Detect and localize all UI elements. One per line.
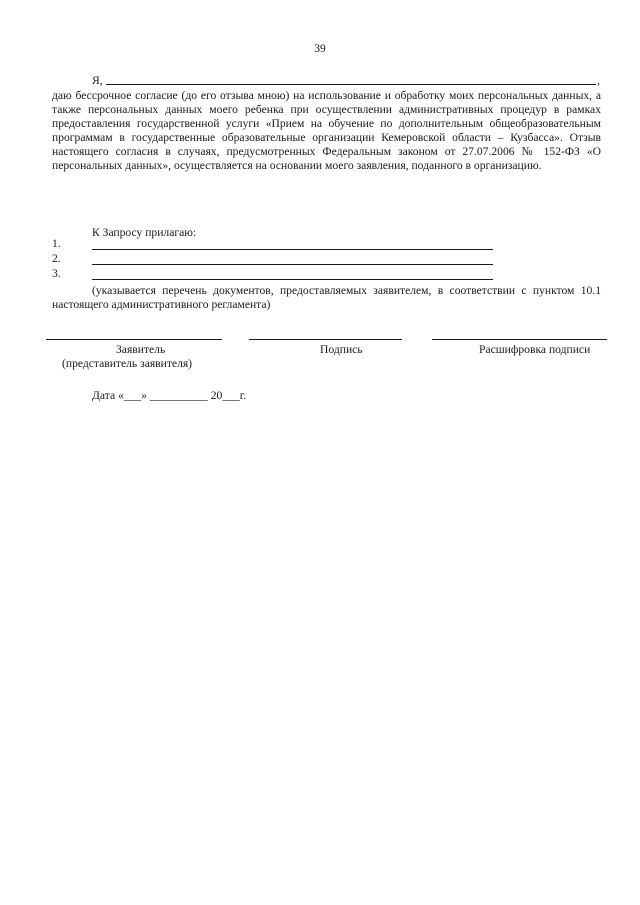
consent-first-line bbox=[92, 74, 600, 88]
consent-body: даю бессрочное согласие (до его отзыва мною) на использование и обработку моих персональных данных, а также персональных данных моего ребенка при осуществлении административных процедур в рамках предоставления государственной услуги «Прием на обучение по дополнительным общеобразовательным программам в государственные образовательные организации Кемеровской области – Кузбасса». Отзыв настоящего согласия в случаях, предусмотренных Федеральным законом от 27.07.2006 № 152-ФЗ «О персональных данных», осуществляется на основании моего заявления, поданного в организацию. bbox=[52, 89, 601, 172]
attachment-item-3 bbox=[52, 267, 493, 281]
attachment-item-1 bbox=[52, 237, 493, 251]
attachments-note: (указывается перечень документов, предоставляемых заявителем, в соответствии с пунктом 10.1 настоящего административного регламента) bbox=[52, 284, 601, 311]
page-number: 39 bbox=[314, 42, 326, 55]
attachment-line bbox=[92, 279, 493, 280]
decoding-signature-line bbox=[432, 339, 607, 340]
applicant-label: Заявитель bbox=[116, 343, 166, 356]
attachment-line bbox=[92, 249, 493, 250]
applicant-signature-line bbox=[46, 339, 222, 340]
consent-trailing-comma: , bbox=[597, 74, 600, 87]
decoding-label: Расшифровка подписи bbox=[479, 343, 591, 356]
consent-name-line bbox=[106, 84, 596, 85]
signature-label: Подпись bbox=[320, 343, 363, 356]
signature-line bbox=[249, 339, 402, 340]
attachment-item-2 bbox=[52, 252, 493, 266]
attachment-number: 1. bbox=[52, 237, 61, 250]
applicant-sublabel: (представитель заявителя) bbox=[62, 357, 193, 370]
consent-pronoun: Я, bbox=[92, 74, 103, 87]
date-line: Дата «___» __________ 20___г. bbox=[92, 389, 247, 402]
attachments-heading: К Запросу прилагаю: bbox=[92, 226, 197, 239]
attachment-number: 2. bbox=[52, 252, 61, 265]
attachment-number: 3. bbox=[52, 267, 61, 280]
attachment-line bbox=[92, 264, 493, 265]
